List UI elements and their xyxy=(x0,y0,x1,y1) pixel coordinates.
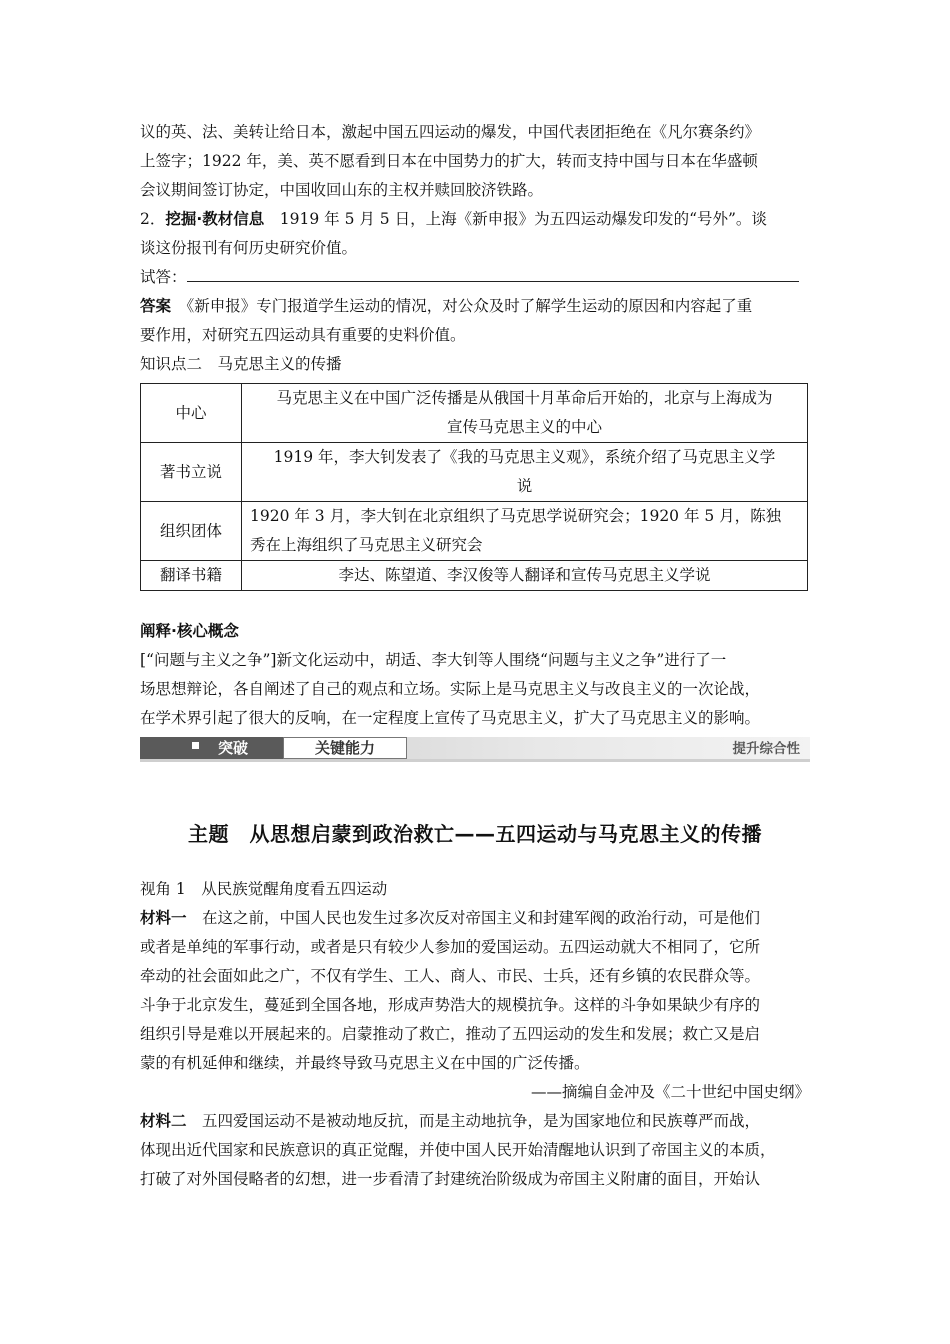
table-value: 1919 年，李大钊发表了《我的马克思主义观》，系统介绍了马克思主义学 说 xyxy=(242,443,808,502)
answer-blank-line[interactable] xyxy=(187,263,799,282)
table-row xyxy=(141,561,808,591)
material-label: 材料一 xyxy=(140,909,187,927)
square-bullet-icon xyxy=(192,742,199,749)
material-line: 或者是单纯的军事行动，或者是只有较少人参加的爱国运动。五四运动就大不相同了，它所 xyxy=(140,938,761,956)
try-answer-label: 试答： xyxy=(140,268,187,286)
banner-right-label: 提升综合性 xyxy=(732,741,800,757)
concept-line: 场思想辩论，各自阐述了自己的观点和立场。实际上是马克思主义与改良主义的一次论战， xyxy=(140,680,761,698)
answer-field-row xyxy=(140,263,810,292)
table-key: 翻译书籍 xyxy=(141,561,242,591)
table-value: 马克思主义在中国广泛传播是从俄国十月革命后开始的，北京与上海成为 宣传马克思主义的中心 xyxy=(242,384,808,443)
material-line: 牵动的社会面如此之广，不仅有学生、工人、商人、市民、士兵，还有乡镇的农民群众等。 xyxy=(140,967,761,985)
knowledge-table xyxy=(140,383,808,591)
section-banner xyxy=(140,737,810,759)
question-text: 1919 年 5 月 5 日，上海《新申报》为五四运动爆发印发的“号外”。谈 xyxy=(264,210,767,228)
material-source: ——摘编自金冲及《二十世纪中国史纲》 xyxy=(530,1083,810,1101)
intro-line: 会议期间签订协定，中国收回山东的主权并赎回胶济铁路。 xyxy=(140,181,544,199)
banner-rule xyxy=(140,759,810,762)
question-label: 挖掘·教材信息 xyxy=(165,210,265,228)
material-label: 材料二 xyxy=(140,1112,187,1130)
table-value: 李达、陈望道、李汉俊等人翻译和宣传马克思主义学说 xyxy=(242,561,808,591)
answer xyxy=(140,292,810,321)
angle-title: 视角 1 从民族觉醒角度看五四运动 xyxy=(140,880,388,898)
material-line: 斗争于北京发生，蔓延到全国各地，形成声势浩大的规模抗争。这样的斗争如果缺少有序的 xyxy=(140,996,761,1014)
table-key: 中心 xyxy=(141,384,242,443)
banner-dark-tab: 突破 xyxy=(140,737,283,759)
knowledge-title: 知识点二 马克思主义的传播 xyxy=(140,355,342,373)
theme-title: 主题 从思想启蒙到政治救亡——五四运动与马克思主义的传播 xyxy=(188,822,762,846)
question-number: 2． xyxy=(140,210,166,228)
concept-heading: 阐释·核心概念 xyxy=(140,622,239,640)
question-text-cont: 谈这份报刊有何历史研究价值。 xyxy=(140,239,358,257)
answer-label: 答案 xyxy=(140,297,172,315)
banner-light-tab: 关键能力 xyxy=(283,737,407,759)
concept-line: [“问题与主义之争”]新文化运动中，胡适、李大钊等人围绕“问题与主义之争”进行了一 xyxy=(140,651,727,669)
question-2 xyxy=(140,205,810,234)
document-page xyxy=(140,118,810,1194)
table-key: 组织团体 xyxy=(141,502,242,561)
intro-line: 议的英、法、美转让给日本，激起中国五四运动的爆发，中国代表团拒绝在《凡尔赛条约》 xyxy=(140,123,761,141)
table-row xyxy=(141,443,808,502)
answer-text-cont: 要作用，对研究五四运动具有重要的史料价值。 xyxy=(140,326,466,344)
answer-text: 《新申报》专门报道学生运动的情况，对公众及时了解学生运动的原因和内容起了重 xyxy=(171,297,753,315)
material-line: 蒙的有机延伸和继续，并最终导致马克思主义在中国的广泛传播。 xyxy=(140,1054,590,1072)
material-line: 组织引导是难以开展起来的。启蒙推动了救亡，推动了五四运动的发生和发展；救亡又是启 xyxy=(140,1025,761,1043)
material-2: 材料二 五四爱国运动不是被动地反抗，而是主动地抗争，是为国家地位和民族尊严而战， xyxy=(140,1112,761,1130)
material-line: 打破了对外国侵略者的幻想，进一步看清了封建统治阶级成为帝国主义附庸的面目，开始认 xyxy=(140,1170,761,1188)
intro-line: 上签字；1922 年，美、英不愿看到日本在中国势力的扩大，转而支持中国与日本在华盛顿 xyxy=(140,152,758,170)
table-row xyxy=(141,384,808,443)
material-line: 体现出近代国家和民族意识的真正觉醒，并使中国人民开始清醒地认识到了帝国主义的本质， xyxy=(140,1141,776,1159)
concept-line: 在学术界引起了很大的反响，在一定程度上宣传了马克思主义，扩大了马克思主义的影响。 xyxy=(140,709,761,727)
material-1: 材料一 在这之前，中国人民也发生过多次反对帝国主义和封建军阀的政治行动，可是他们 xyxy=(140,909,761,927)
table-row xyxy=(141,502,808,561)
table-value: 1920 年 3 月，李大钊在北京组织了马克思学说研究会；1920 年 5 月，陈独 秀在上海组织了马克思主义研究会 xyxy=(242,502,808,561)
table-key: 著书立说 xyxy=(141,443,242,502)
